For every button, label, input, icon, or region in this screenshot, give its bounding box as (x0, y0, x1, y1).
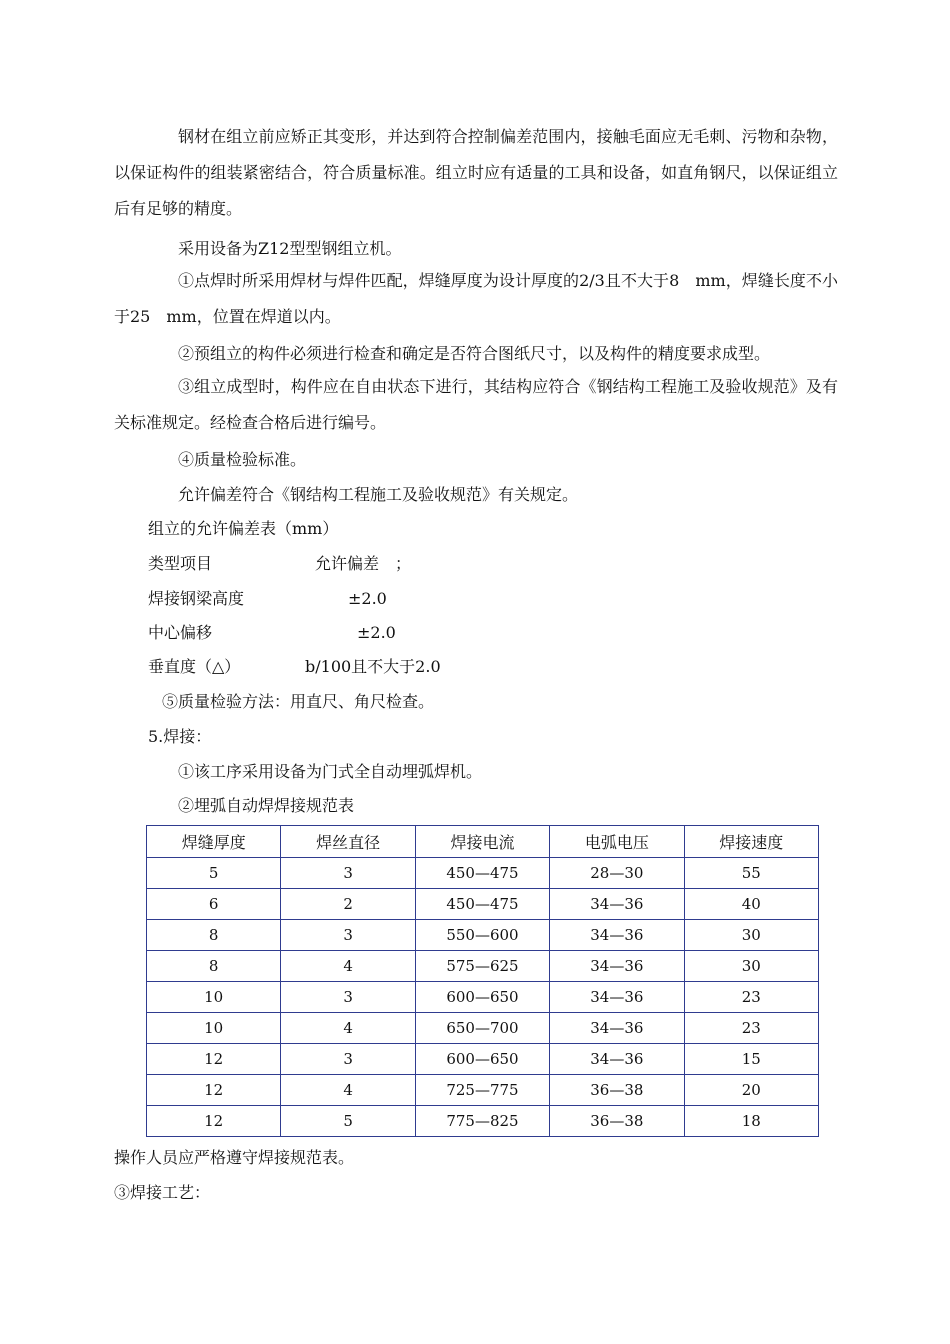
tolerance-header-item: 类型项目 (148, 554, 213, 573)
paragraph-quality-standard: ④质量检验标准。 (178, 450, 307, 469)
table-cell: 2 (281, 889, 415, 920)
table-row (147, 1106, 819, 1137)
paragraph-assembly-prep: 钢材在组立前应矫正其变形，并达到符合控制偏差范围内，接触毛面应无毛刺、污物和杂物，以保证构件的组装紧密结合，符合质量标准。组立时应有适量的工具和设备，如直角钢尺，以保证组立后有足够的精度。 (114, 127, 838, 218)
table-cell: 30 (684, 951, 818, 982)
table-cell: 3 (281, 1044, 415, 1075)
table-cell: 725—775 (415, 1075, 549, 1106)
tolerance-value: ±2.0 (357, 623, 396, 642)
table-row (147, 982, 819, 1013)
table-cell: 6 (147, 889, 281, 920)
table-cell: 575—625 (415, 951, 549, 982)
table-cell: 12 (147, 1075, 281, 1106)
table-cell: 5 (281, 1106, 415, 1137)
table-cell: 34—36 (550, 1013, 684, 1044)
table-cell: 600—650 (415, 1044, 549, 1075)
table-cell: 28—30 (550, 858, 684, 889)
table-cell: 8 (147, 920, 281, 951)
table-row (147, 889, 819, 920)
table-cell: 450—475 (415, 889, 549, 920)
column-header: 焊缝厚度 (147, 826, 281, 858)
column-header: 焊接电流 (415, 826, 549, 858)
paragraph-tack-weld: ①点焊时所采用焊材与焊件匹配，焊缝厚度为设计厚度的2/3且不大于8 mm，焊缝长度不小于25 mm，位置在焊道以内。 (114, 271, 838, 326)
table-row (147, 920, 819, 951)
section-5-heading: 5.焊接： (148, 727, 212, 746)
table-cell: 3 (281, 920, 415, 951)
paragraph-inspection-method: ⑤质量检验方法：用直尺、角尺检查。 (162, 692, 435, 711)
welding-spec-table (146, 825, 819, 1137)
tolerance-table-title: 组立的允许偏差表（mm） (148, 519, 339, 538)
table-cell: 23 (684, 982, 818, 1013)
table-cell: 34—36 (550, 889, 684, 920)
table-cell: 18 (684, 1106, 818, 1137)
paragraph-operator-note: 操作人员应严格遵守焊接规范表。 (114, 1148, 355, 1167)
table-cell: 10 (147, 982, 281, 1013)
table-row (147, 1075, 819, 1106)
weld-table-title: ②埋弧自动焊焊接规范表 (178, 796, 355, 815)
table-cell: 12 (147, 1106, 281, 1137)
column-header: 电弧电压 (550, 826, 684, 858)
paragraph-welding-equipment: ①该工序采用设备为门式全自动埋弧焊机。 (178, 762, 483, 781)
table-cell: 650—700 (415, 1013, 549, 1044)
tolerance-value: b/100且不大于2.0 (305, 657, 441, 676)
table-cell: 34—36 (550, 1044, 684, 1075)
tolerance-header-value: 允许偏差 ； (315, 554, 412, 573)
tolerance-item: 焊接钢梁高度 (148, 589, 245, 608)
table-row (147, 1013, 819, 1044)
tolerance-value: ±2.0 (348, 589, 387, 608)
table-cell: 4 (281, 951, 415, 982)
table-cell: 40 (684, 889, 818, 920)
table-cell: 55 (684, 858, 818, 889)
column-header: 焊丝直径 (281, 826, 415, 858)
table-cell: 5 (147, 858, 281, 889)
table-cell: 34—36 (550, 920, 684, 951)
table-cell: 10 (147, 1013, 281, 1044)
table-cell: 36—38 (550, 1106, 684, 1137)
table-cell: 15 (684, 1044, 818, 1075)
table-cell: 550—600 (415, 920, 549, 951)
table-cell: 34—36 (550, 951, 684, 982)
table-cell: 12 (147, 1044, 281, 1075)
table-row (147, 1044, 819, 1075)
paragraph-equipment: 采用设备为Z12型型钢组立机。 (178, 239, 402, 258)
table-cell: 8 (147, 951, 281, 982)
table-row (147, 951, 819, 982)
tolerance-item: 垂直度（△） (148, 657, 241, 676)
table-cell: 775—825 (415, 1106, 549, 1137)
table-cell: 600—650 (415, 982, 549, 1013)
table-header-row (147, 826, 819, 858)
paragraph-pre-assembly-check: ②预组立的构件必须进行检查和确定是否符合图纸尺寸，以及构件的精度要求成型。 (178, 344, 771, 363)
tolerance-item: 中心偏移 (148, 623, 213, 642)
table-cell: 4 (281, 1013, 415, 1044)
welding-process-heading: ③焊接工艺： (114, 1183, 211, 1202)
table-cell: 450—475 (415, 858, 549, 889)
paragraph-allowed-deviation: 允许偏差符合《钢结构工程施工及验收规范》有关规定。 (178, 485, 579, 504)
table-cell: 34—36 (550, 982, 684, 1013)
table-row (147, 858, 819, 889)
table-cell: 3 (281, 858, 415, 889)
table-cell: 36—38 (550, 1075, 684, 1106)
table-cell: 4 (281, 1075, 415, 1106)
paragraph-forming: ③组立成型时，构件应在自由状态下进行，其结构应符合《钢结构工程施工及验收规范》及有关标准规定。经检查合格后进行编号。 (114, 377, 838, 432)
table-cell: 30 (684, 920, 818, 951)
table-cell: 23 (684, 1013, 818, 1044)
table-cell: 20 (684, 1075, 818, 1106)
table-cell: 3 (281, 982, 415, 1013)
column-header: 焊接速度 (684, 826, 818, 858)
